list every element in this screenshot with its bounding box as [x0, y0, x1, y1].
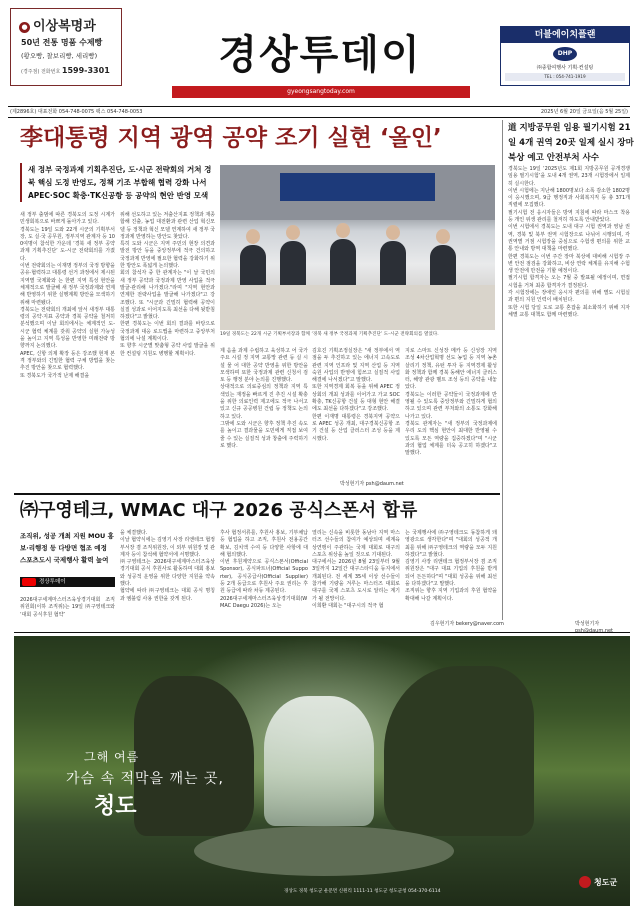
ad-phone-label: (경주점) 전화번호 [21, 69, 61, 75]
ad-rock-right [384, 666, 534, 836]
story2-headline[interactable]: ㈜구영테크, WMAC 대구 2026 공식스폰서 합류 [20, 500, 418, 521]
ad-credit: 경상도 경북 청도군 운문면 신원리 1111-11 청도군 청도군청 054-370-6114 [284, 889, 441, 894]
lead-body-column-4: 김호진 기획조정실장은 "새 정부에서 역점을 두 추진하고 있는 에너지 고속도로 관련 지역 인프라 및 지역 산업 등 지역 숙원 사업의 반영에 힘쓰고 실질적 사업 해결에 나서겠다"고 말했다. 또한 지역경제 회복 등을 위해 APEC 정상회의 개최 성과를 이어가고 가교 SOC 확충, TK신공항 건설 등 대형 현안 해결에도 최선을 다하겠다"고 강조했다. 한편 이재명 대통령은 경북지역 공약으로 APEC 성공 개최, 대구경북신공항 조기 건설 등 산업 클러스터 조성 등을 제시했다. [312, 348, 400, 442]
lead-subheadline: 새 정부 국정과제 기획추진단, 도·시군 전략회의 거쳐 경북 핵심 도정 반영도, 정책 기조 부합해 협력 강화 나서 APEC·SOC 확충·TK신공항 등 공약의 현안 반영 모색 [20, 163, 215, 202]
cheongdo-emblem-icon [579, 876, 591, 888]
photo-person-head [436, 229, 450, 244]
column-divider [502, 120, 503, 620]
advertiser-name [19, 15, 96, 34]
dateline-bar [8, 106, 630, 118]
issue-date: 2025년 6월 20일 금요일(음 5월 25일) [540, 109, 628, 115]
lead-body-column-3: 제 음을 과제 수립하고 육성하고 어 국가 주요 시설 정 지역 교통망 관련 등 실 시설 물 어 대한 공약 반영을 위한 방안을 모색하며 또한 국정과제 관련 신청서 검토 등 행정 분야 논의를 진행했다. 상대적으로 의료중심의 정책과 지역 특색있는 재정을 빠르게 진 추진 시설 확충을 위한 의료인력 제고에도 적극 나서고 있고 신규 공공병원 건립 등 정책도 논의하고 있다. 그밖에 도와 시군은 향후 정책 추진 속도를 높이고 결과물을 도민에게 직접 보여줄 수 있는 실질적 성과 창출에 주력하기로 했다. [220, 348, 308, 449]
side-headline[interactable]: 道 지방공무원 임용 필기시험 21일 4개 권역 20곳 일제 실시 장마 북상 예고 안전부처 사수 [508, 123, 634, 163]
ad-rock-left [134, 676, 254, 836]
youtube-channel-badge[interactable] [20, 577, 115, 587]
ad-phone-number: 1599-3301 [61, 66, 110, 75]
ad-tagline: 50년 전통 명품 수제빵 [21, 38, 103, 47]
ad-line-3: 청도 [94, 794, 137, 819]
story2-subheadline: 조직위, 성공 개최 지원 MOU 홍보·리행정 등 다방면 협조 예정 스포츠도시 국제행사 활력 높여 [20, 532, 114, 564]
advertiser-brand: 이상복명과 [33, 19, 96, 34]
lead-headline[interactable]: 李대통령 지역 광역 공약 조기 실현 ‘올인’ [20, 125, 442, 151]
lead-body-column-1: 새 정부 출범에 따른 경북도의 도정 시계가 민생회복으로 바쁘게 돌아가고 있다. 경북도는 19일 도와 22개 시군의 기획부서장, 도 실·국 공무원, 정부지역 관계자 등 100여명이 참석한 가운데 ‘경북 새 정부 공약과제 기획추진단’ 도-시군 전략회의를 가졌다. 이번 전략회의는 이재명 정부의 국정 방향을 공유·협력하고 대통령 선거 과정에서 제시된 지역별 국제화와 는 한편 지역 특성 현안을 체계적으로 발굴해 새 정부 국정과제와 연계해 반영하기 위한 실행계획 방안을 모색하기 위해 마련됐다. 경북도는 전략회의 개최에 앞서 새정부 대통령의 공약·지표 공약과 경북 공약을 철저히 분석했으며 이날 회의에서는 체계적인 도-시군 협력 체계를 갖춰 공약의 실현 가능성을 높이고 지역 특성을 반영한 미래전략 방향까지 논의했다. APEC, 신항 의제 확장 등은 강조했 현재 본격 정부와의 긴밀한 협력 구체 방법을 찾는 추진 방안을 찾으로 협력했다. 또 경북도가 국가적 난제 해결을 [20, 212, 115, 379]
issue-info: (제2896호) 대표전화 054-748-0075 팩스 054-748-0053 [10, 109, 143, 115]
newspaper-title: 경상투데이 [218, 32, 422, 78]
story2-byline: 김우현기자 bekery@naver.com [430, 621, 504, 627]
website-link[interactable]: gyeongsangtoday.com [287, 88, 355, 95]
tourism-advertisement[interactable] [14, 636, 630, 906]
dhp-logo-icon: DHP [553, 47, 577, 61]
ad-divider [14, 632, 630, 633]
story2-body-column-1: 2026대구세계마스터즈육상경기대회 조직위원회(이하 조직위)는 19일 ㈜구영테크와 ‘대회 공식후원 협약’ [20, 597, 117, 618]
left-advertisement [10, 8, 122, 86]
right-advertisement [500, 26, 630, 86]
side-story-body: 경북도는 19일 ‘2025년도 제1회 지방공무원 공개경쟁임용 필기시험’을 도내 4개 권역, 23개 시험장에서 일제히 실시한다. 이번 시험에는 지난해 1800명보다 소폭 감소한 1802명이 응시했으며, 9급 행정직과 사회복지직 등 총 371개 직렬에 모집했다. 필기시험 전 응시자들은 방역 지침에 따라 마스크 착용 등 개인 위생 관리를 철저히 하도록 안내받았다. 이번 시험에서 경북도는 도내 대구 시험 권역과 영남 권역, 경북 및 북부 권역 시험장으로 나뉘어 시행되며, 각 권역별 거점 시험장을 중심으로 수험생 편의를 위한 교통 안내와 방역 대책을 마련했다. 한편 경북도는 이번 주간 장마 북상에 대비해 시험장 주변 안전 점검을 강화하고, 비상 연락 체계를 유지해 수험생 안전에 만전을 기할 예정이다. 필기시험 합격자는 오는 7월 중 발표될 예정이며, 면접시험을 거쳐 최종 합격자가 결정된다. 각 시험장에는 장애인 응시자 편의를 위해 별도 시험실과 편의 지원 인력이 배치된다. 또한 시험 당일 도로 교통 혼잡을 최소화하기 위해 지자체별 교통 대책도 함께 마련했다. [508, 166, 630, 318]
ad-pool [194, 826, 454, 876]
photo-person [380, 241, 406, 289]
photo-person [280, 241, 306, 289]
cheongdo-logo [579, 876, 617, 888]
ad-brand: 더블에이치플랜 [501, 27, 629, 43]
photo-table [220, 285, 495, 330]
story2-body-column-5: 는 국제행사에 ㈜구영테크도 동참하게 돼 영광으로 생각한다"며 "대회의 성공적 개최를 위해 ㈜구영테크의 역량을 모두 지원하겠다"고 밝혔다. 김영기 사장 리앤테크 협정부서장 겸 조직위원장은 "대구 대표 기업의 후원을 받게 되어 든든하다"며 "대회 성공을 위해 최선을 다하겠다"고 말했다. 조직위는 향후 지역 기업과의 후원 협약을 확대해 나갈 계획이다. [405, 530, 497, 602]
cheongdo-logo-text: 청도군 [594, 878, 618, 887]
photo-person-head [286, 225, 300, 240]
lead-byline: 박성현기자 psh@daum.net [340, 481, 404, 487]
ad-products: (황오빵, 찰보리빵, 세리빵) [21, 52, 98, 60]
side-story-byline: 박성현기자 [575, 621, 600, 627]
story2-body-column-3: 후사 협정서류를, 후원사 홍보, 기부채납 등 협업을 하고 조직, 후원사 전용공간 확보, 김치액 수여 등 다양한 사항에 대해 협의했다. 이번 후원계약으로 공식스폰서(Official Sponsor), 공식파트너(Official Supporter), 공식공급사(Official Supplier) 등 2개 등급으로 후원사 주요 권리는 후원 등급에 따라 차등 제공된다. 2026대구세계마스터즈육상경기대회(WMAC Daegu 2026)는 오는 [220, 530, 308, 609]
photo-banner [280, 173, 435, 201]
photo-person-head [246, 229, 260, 244]
meeting-photo [220, 165, 495, 330]
ad-description: ㈜종합여행사 기획·컨설팅 [536, 65, 594, 71]
ad-waterfall [264, 696, 374, 826]
ad-line-2: 가슴 속 적막을 깨는 곳, [66, 771, 224, 787]
brand-mark-icon: ● [19, 22, 30, 33]
photo-caption: 19일 경북도는 22개 시군 기획부서장과 함께 ‘경북 새 정부 국정과제 기획추진단’ 도-시군 전략회의를 열었다. [220, 332, 439, 337]
story2-body-column-4: 열리는 신속을 비롯한 동남아 지역 마스터즈 선수들의 참여가 예상되며 세계육상연맹이 주관하는 국제 대회로 대구의 스포츠 위상을 높일 것으로 기대된다. 대구에서는 2026년 8월 23일부터 9월 3일까지 12일간 대구스타디움 등지에서 개최된다. 전 세계 35세 이상 선수들이 참가해 기량을 겨루는 마스터즈 대회로 대구를 국제 스포츠 도시로 알리는 계기가 될 전망이다. 이희환 대회는 "대구시의 적극 협 [312, 530, 400, 609]
ad-line-1: 그해 여름 [84, 750, 140, 764]
ad-contact: TEL : 054-741-1919 [505, 73, 625, 81]
photo-person-head [386, 225, 400, 240]
lead-body-column-5: 지로 스마트 신성장 메카 등 신성장 지역 조성 4차산업혁명 선도 농업 등 지역 농촌 살리기 정책, 유턴 투자 등 지역경제 활성화 정책과 함께 경북 동해안 에너지 클러스터, 해양 관광 벨트 조성 등의 공약을 내놓았다. 경북도는 이러한 공약들이 국정과제에 반영될 수 있도록 중앙정부와 긴밀하게 협의하고 있으며 관련 부처와의 소통도 강화해 나가고 있다. 경북도 관계자는 "새 정부의 국정과제에 우리 도의 핵심 현안이 최대한 반영될 수 있도록 모든 역량을 집중하겠다"며 "시군과의 협업 체계를 더욱 공고히 하겠다"고 말했다. [405, 348, 497, 457]
youtube-play-icon [22, 578, 36, 586]
youtube-label: 경상투데이 [39, 579, 66, 585]
section-divider [14, 493, 500, 495]
lead-body-column-2: 위해 선도하고 있는 저출산지표 정책과 재종합해 진출, 농업 대전환과 관련 산업 혁신모델 등 정책과 혁신 모델 연계하여 새 정부 국정과제 반영하는 방안도 찾았다. 특히 도와 시군은 지역 주민의 현장 의견과 발전 방안 등을 중앙정부에 적극 건의하고 국정과제 반영에 필요한 협력을 강화하기 위한 방안도 폭넓게 논의했다. 회의 참석자 중 한 관계자는 "이 날 국민의 새 정부 공약과 국정과제 반영 사업을 적극 발굴·관리해 나가겠다."라며 "지역 현안과 연계한 전략사업을 발굴해 나가겠다"고 강조했다. 또 "시군과 긴밀히 협력해 공약이 실질 성과로 이어지도록 최선을 다해 뒷받침하겠다"고 밝혔다. 한편 경북도는 이번 회의 결과를 바탕으로 국정과제 대응 로드맵을 마련하고 중앙부처 협의에 나설 계획이다. 또 향후 시군별 맞춤형 공약 사업 발굴을 위한 컨설팅 지원도 병행할 계획이다. [120, 212, 215, 357]
photo-person-head [336, 223, 350, 238]
photo-person [330, 239, 356, 287]
story2-body-column-2: 을 체결했다. 이날 협약식에는 김영기 사장 리앤테크 협정부서장 겸 조직위원장, 이 외부 위원장 및 관계자 등이 참석해 협약서에 서명했다. ㈜구영테크는 2026대구세계마스터즈육상경기대회 공식 후원사로 활동하며 대회 홍보와 성공적 운영을 위한 다양한 지원을 약속했다. 협약에 따라 ㈜구영테크는 대회 공식 명칭과 엠블럼 사용 권한을 갖게 된다. [120, 530, 215, 602]
ad-phone [21, 66, 110, 75]
